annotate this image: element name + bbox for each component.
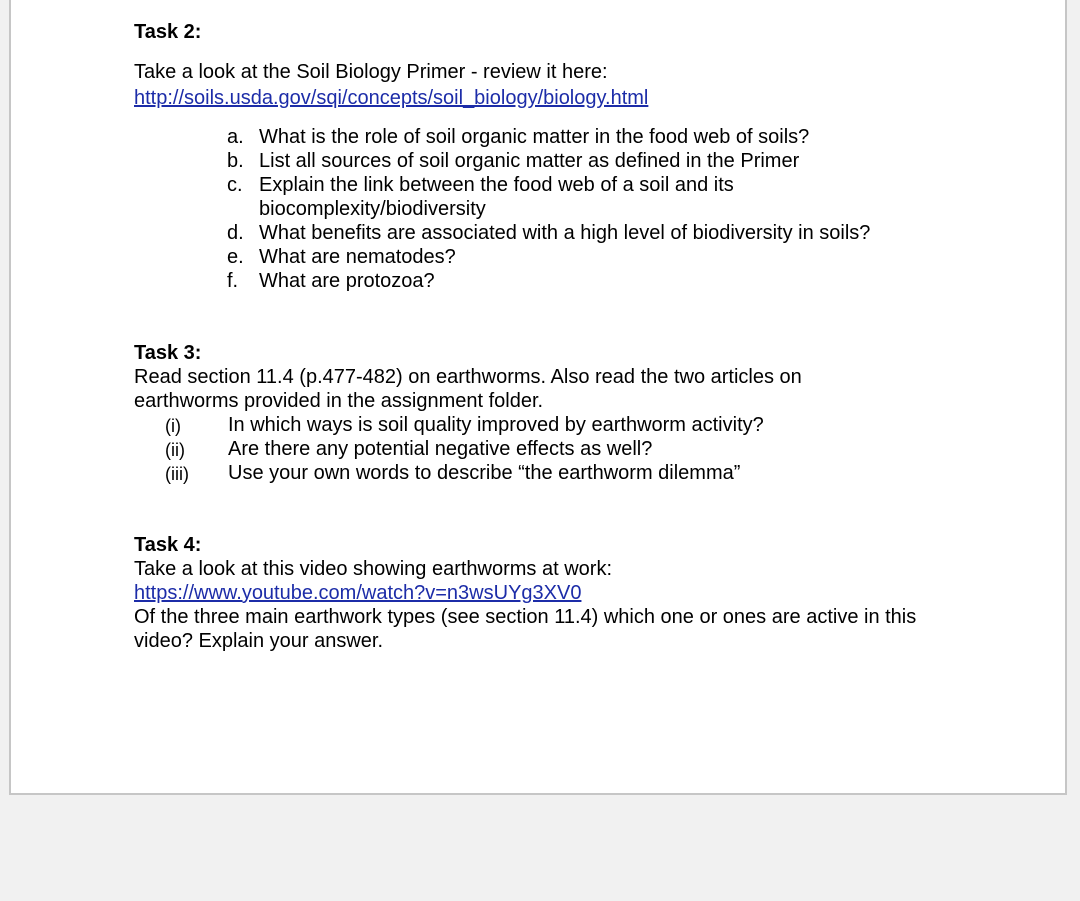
list-item-text: List all sources of soil organic matter as defined in the Primer (259, 150, 800, 172)
list-item (134, 437, 934, 461)
list-item (134, 245, 939, 269)
list-item (134, 269, 939, 293)
list-item (134, 413, 934, 437)
task4-link[interactable]: https://www.youtube.com/watch?v=n3wsUYg3XV0 (134, 582, 582, 604)
task4-intro: Take a look at this video showing earthworms at work: (134, 558, 612, 580)
list-item (134, 221, 939, 245)
list-marker: e. (227, 246, 244, 268)
task3-heading: Task 3: (134, 342, 202, 364)
list-marker: (ii) (165, 440, 185, 460)
list-marker: c. (227, 174, 243, 196)
list-item-text: Explain the link between the food web of a soil and its biocomplexity/biodiversity (259, 174, 734, 220)
list-marker: f. (227, 270, 239, 292)
list-item-text: What are protozoa? (259, 270, 435, 292)
list-item (134, 149, 939, 173)
task2-heading: Task 2: (134, 21, 202, 43)
list-item (134, 173, 759, 221)
document-page (9, 0, 1067, 795)
list-item-text: What is the role of soil organic matter in the food web of soils? (259, 126, 810, 148)
list-marker: a. (227, 126, 244, 148)
list-item-text: Use your own words to describe “the earthworm dilemma” (228, 462, 741, 484)
list-item (134, 125, 939, 149)
list-marker: d. (227, 222, 244, 244)
list-marker: (i) (165, 416, 181, 436)
task4-heading: Task 4: (134, 534, 202, 556)
task3-question-list (134, 413, 934, 485)
list-item (134, 461, 934, 485)
list-item-text: Are there any potential negative effects as well? (228, 438, 653, 460)
task2-question-list (134, 125, 939, 293)
task2-link[interactable]: http://soils.usda.gov/sqi/concepts/soil_biology/biology.html (134, 87, 649, 109)
task4-question: Of the three main earthwork types (see section 11.4) which one or ones are active in this video? Explain your answer. (134, 606, 917, 652)
task2-intro: Take a look at the Soil Biology Primer - review it here: (134, 61, 608, 83)
task3-intro: Read section 11.4 (p.477-482) on earthworms. Also read the two articles on earthworms provided in the assignment folder. (134, 366, 802, 412)
list-item-text: What benefits are associated with a high level of biodiversity in soils? (259, 222, 871, 244)
list-item-text: What are nematodes? (259, 246, 456, 268)
list-item-text: In which ways is soil quality improved by earthworm activity? (228, 414, 764, 436)
list-marker: (iii) (165, 464, 189, 484)
list-marker: b. (227, 150, 244, 172)
